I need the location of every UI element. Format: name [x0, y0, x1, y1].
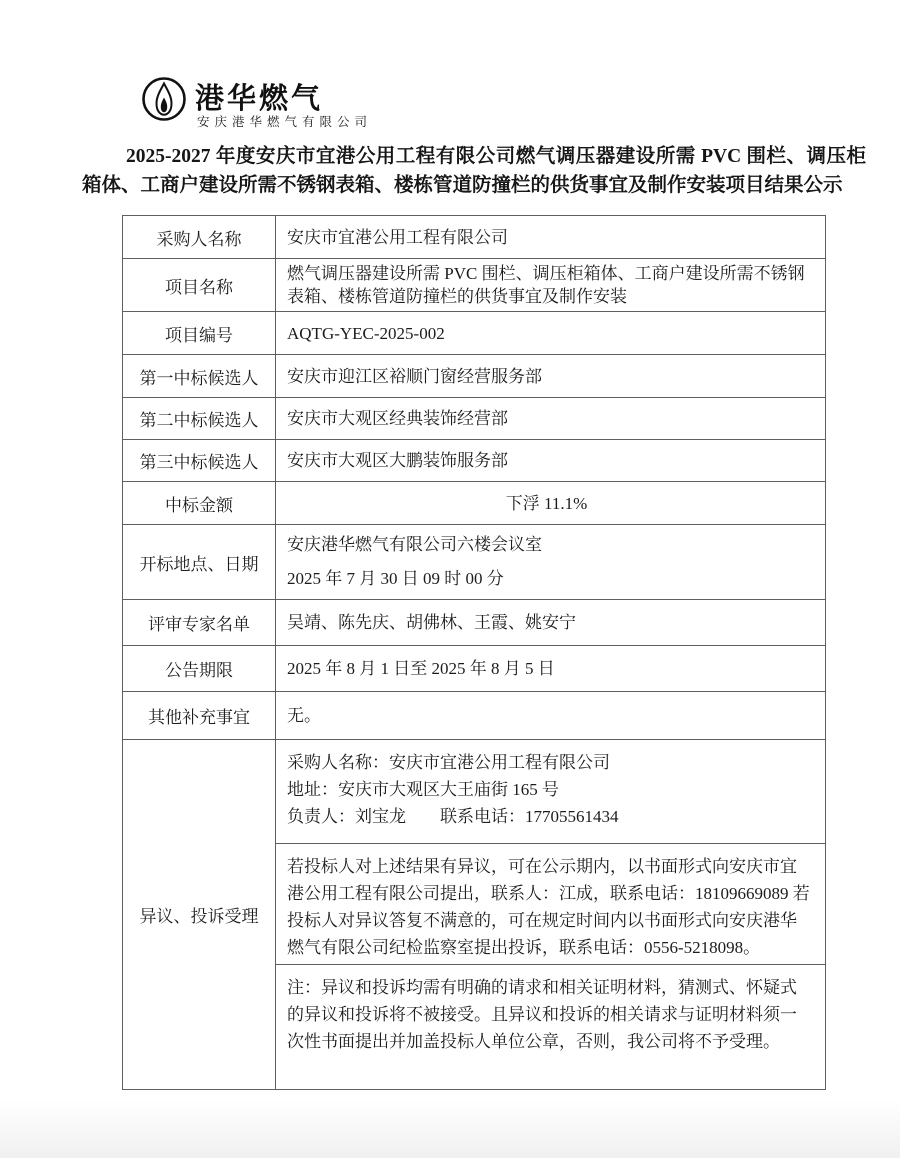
row-label: 第一中标候选人 [123, 355, 276, 398]
row-value: 安庆市大观区经典装饰经营部 [276, 398, 826, 440]
table-row-first-candidate [123, 355, 826, 398]
objection-purchaser-address: 地址：安庆市大观区大王庙街 165 号 [287, 780, 559, 799]
table-row-third-candidate [123, 440, 826, 482]
table-row-second-candidate [123, 398, 826, 440]
result-table [122, 215, 826, 1090]
row-value: 吴靖、陈先庆、胡佛林、王霞、姚安宁 [276, 600, 826, 646]
table-row-bid-opening [123, 525, 826, 600]
table-row-objection-contact [123, 740, 826, 844]
row-label: 项目编号 [123, 312, 276, 355]
row-label: 项目名称 [123, 259, 276, 312]
row-label: 开标地点、日期 [123, 525, 276, 600]
objection-purchaser-name: 采购人名称：安庆市宜港公用工程有限公司 [287, 753, 610, 772]
row-value: 安庆市迎江区裕顺门窗经营服务部 [276, 355, 826, 398]
table-row-project-name [123, 259, 826, 312]
row-value: 燃气调压器建设所需 PVC 围栏、调压柜箱体、工商户建设所需不锈钢表箱、楼栋管道防撞栏的供货事宜及制作安装 [276, 259, 826, 312]
row-value: AQTG-YEC-2025-002 [276, 312, 826, 355]
row-label: 评审专家名单 [123, 600, 276, 646]
row-label: 公告期限 [123, 646, 276, 692]
row-label-objection: 异议、投诉受理 [123, 740, 276, 1090]
row-label: 第三中标候选人 [123, 440, 276, 482]
row-value: 2025 年 8 月 1 日至 2025 年 8 月 5 日 [276, 646, 826, 692]
objection-procedure-cell: 若投标人对上述结果有异议，可在公示期内，以书面形式向安庆市宜港公用工程有限公司提出，联系人：江成，联系电话：18109669089 若投标人对异议答复不满意的，可在规定时间内以书面形式向安庆港华燃气有限公司纪检监察室提出投诉，联系电话：0556-5218098。 [276, 844, 826, 965]
table-row-purchaser [123, 216, 826, 259]
objection-note-cell: 注：异议和投诉均需有明确的请求和相关证明材料，猜测式、怀疑式的异议和投诉将不被接受。且异议和投诉的相关请求与证明材料须一次性书面提出并加盖投标人单位公章，否则，我公司将不予受理。 [276, 965, 826, 1090]
row-value [276, 525, 826, 600]
row-value: 下浮 11.1% [276, 482, 826, 525]
logo-brand-text: 港华燃气 [195, 83, 324, 115]
row-value: 安庆市大观区大鹏装饰服务部 [276, 440, 826, 482]
row-label: 第二中标候选人 [123, 398, 276, 440]
table-row-other-matters [123, 692, 826, 740]
page-title: 2025-2027 年度安庆市宜港公用工程有限公司燃气调压器建设所需 PVC 围栏、调压柜箱体、工商户建设所需不锈钢表箱、楼栋管道防撞栏的供货事宜及制作安装项目结果公示 [82, 146, 866, 196]
scan-shadow-artifact [0, 1098, 900, 1158]
row-value: 无。 [276, 692, 826, 740]
bid-opening-datetime: 2025 年 7 月 30 日 09 时 00 分 [287, 569, 504, 588]
table-row-experts [123, 600, 826, 646]
table-row-award-amount [123, 482, 826, 525]
objection-purchaser-person: 负责人：刘宝龙 联系电话：17705561434 [287, 807, 619, 826]
logo-company-text: 安庆港华燃气有限公司 [197, 115, 373, 129]
objection-purchaser-cell [276, 740, 826, 844]
row-label: 采购人名称 [123, 216, 276, 259]
table-row-announcement-period [123, 646, 826, 692]
row-label: 中标金额 [123, 482, 276, 525]
bid-opening-place: 安庆港华燃气有限公司六楼会议室 [287, 535, 542, 554]
table-row-project-number [123, 312, 826, 355]
flame-circle-icon [141, 76, 187, 122]
row-label: 其他补充事宜 [123, 692, 276, 740]
row-value: 安庆市宜港公用工程有限公司 [276, 216, 826, 259]
